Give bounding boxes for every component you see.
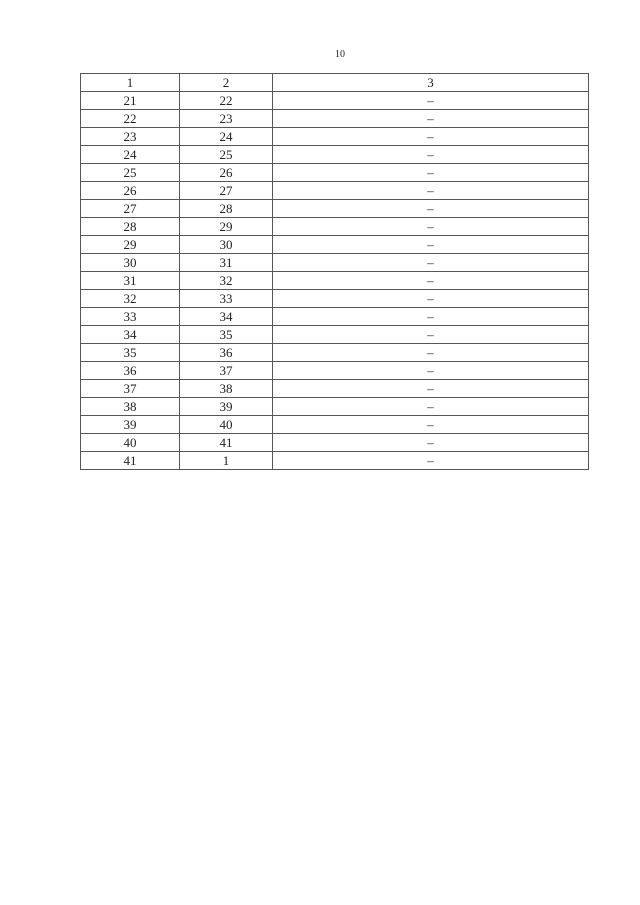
table-cell-col-2: 28 bbox=[180, 200, 273, 218]
table-row bbox=[81, 182, 589, 200]
table-cell-col-1: 30 bbox=[81, 254, 180, 272]
table-row bbox=[81, 218, 589, 236]
table-row bbox=[81, 110, 589, 128]
table-cell-col-1: 34 bbox=[81, 326, 180, 344]
table-cell-col-3: – bbox=[273, 326, 589, 344]
table-cell-col-2: 36 bbox=[180, 344, 273, 362]
table-row bbox=[81, 128, 589, 146]
page-number: 10 bbox=[335, 49, 345, 60]
table-row bbox=[81, 362, 589, 380]
table-row bbox=[81, 434, 589, 452]
table-cell-col-2: 33 bbox=[180, 290, 273, 308]
table-cell-col-2: 41 bbox=[180, 434, 273, 452]
column-header-1: 1 bbox=[81, 74, 180, 92]
table-cell-col-2: 1 bbox=[180, 452, 273, 470]
table-row bbox=[81, 398, 589, 416]
table-cell-col-3: – bbox=[273, 164, 589, 182]
table-cell-col-3: – bbox=[273, 308, 589, 326]
table-cell-col-3: – bbox=[273, 128, 589, 146]
table-row bbox=[81, 452, 589, 470]
table-cell-col-3: – bbox=[273, 416, 589, 434]
table-row bbox=[81, 272, 589, 290]
table-cell-col-3: – bbox=[273, 380, 589, 398]
table-row bbox=[81, 326, 589, 344]
table-cell-col-3: – bbox=[273, 254, 589, 272]
table-cell-col-3: – bbox=[273, 452, 589, 470]
table-row bbox=[81, 236, 589, 254]
data-table bbox=[80, 73, 589, 470]
table-cell-col-1: 21 bbox=[81, 92, 180, 110]
table-cell-col-2: 40 bbox=[180, 416, 273, 434]
table-row bbox=[81, 146, 589, 164]
table-cell-col-1: 36 bbox=[81, 362, 180, 380]
table-cell-col-1: 39 bbox=[81, 416, 180, 434]
table-cell-col-2: 32 bbox=[180, 272, 273, 290]
table-cell-col-1: 33 bbox=[81, 308, 180, 326]
table-cell-col-3: – bbox=[273, 218, 589, 236]
table-cell-col-1: 27 bbox=[81, 200, 180, 218]
table-cell-col-2: 31 bbox=[180, 254, 273, 272]
table-cell-col-1: 28 bbox=[81, 218, 180, 236]
table-row bbox=[81, 254, 589, 272]
table-cell-col-3: – bbox=[273, 272, 589, 290]
table-cell-col-1: 38 bbox=[81, 398, 180, 416]
table-header bbox=[81, 74, 589, 92]
table-cell-col-2: 27 bbox=[180, 182, 273, 200]
table-cell-col-2: 29 bbox=[180, 218, 273, 236]
table-cell-col-3: – bbox=[273, 398, 589, 416]
table-row bbox=[81, 344, 589, 362]
table-cell-col-1: 40 bbox=[81, 434, 180, 452]
table-cell-col-3: – bbox=[273, 146, 589, 164]
table-cell-col-3: – bbox=[273, 200, 589, 218]
table-cell-col-2: 34 bbox=[180, 308, 273, 326]
table-cell-col-1: 41 bbox=[81, 452, 180, 470]
table-cell-col-1: 37 bbox=[81, 380, 180, 398]
table-cell-col-1: 24 bbox=[81, 146, 180, 164]
table-row bbox=[81, 380, 589, 398]
table-cell-col-2: 39 bbox=[180, 398, 273, 416]
table-row bbox=[81, 200, 589, 218]
table-cell-col-2: 25 bbox=[180, 146, 273, 164]
table-cell-col-1: 22 bbox=[81, 110, 180, 128]
column-header-2: 2 bbox=[180, 74, 273, 92]
table-row bbox=[81, 92, 589, 110]
table-cell-col-3: – bbox=[273, 434, 589, 452]
table-row bbox=[81, 164, 589, 182]
table-cell-col-1: 35 bbox=[81, 344, 180, 362]
table-cell-col-3: – bbox=[273, 290, 589, 308]
header-row bbox=[81, 74, 589, 92]
table-row bbox=[81, 416, 589, 434]
table-cell-col-2: 30 bbox=[180, 236, 273, 254]
table-cell-col-3: – bbox=[273, 236, 589, 254]
table-cell-col-3: – bbox=[273, 362, 589, 380]
column-header-3: 3 bbox=[273, 74, 589, 92]
table-row bbox=[81, 290, 589, 308]
table-body bbox=[81, 92, 589, 470]
table-cell-col-3: – bbox=[273, 110, 589, 128]
table-cell-col-1: 32 bbox=[81, 290, 180, 308]
table-cell-col-2: 38 bbox=[180, 380, 273, 398]
table-cell-col-1: 31 bbox=[81, 272, 180, 290]
table-row bbox=[81, 308, 589, 326]
table-cell-col-3: – bbox=[273, 92, 589, 110]
table-cell-col-2: 35 bbox=[180, 326, 273, 344]
table-cell-col-2: 24 bbox=[180, 128, 273, 146]
table-cell-col-2: 26 bbox=[180, 164, 273, 182]
table-cell-col-1: 26 bbox=[81, 182, 180, 200]
table-cell-col-1: 25 bbox=[81, 164, 180, 182]
table-cell-col-1: 29 bbox=[81, 236, 180, 254]
table-cell-col-1: 23 bbox=[81, 128, 180, 146]
table-cell-col-3: – bbox=[273, 182, 589, 200]
table-cell-col-2: 23 bbox=[180, 110, 273, 128]
table-cell-col-2: 22 bbox=[180, 92, 273, 110]
table-cell-col-2: 37 bbox=[180, 362, 273, 380]
table-cell-col-3: – bbox=[273, 344, 589, 362]
